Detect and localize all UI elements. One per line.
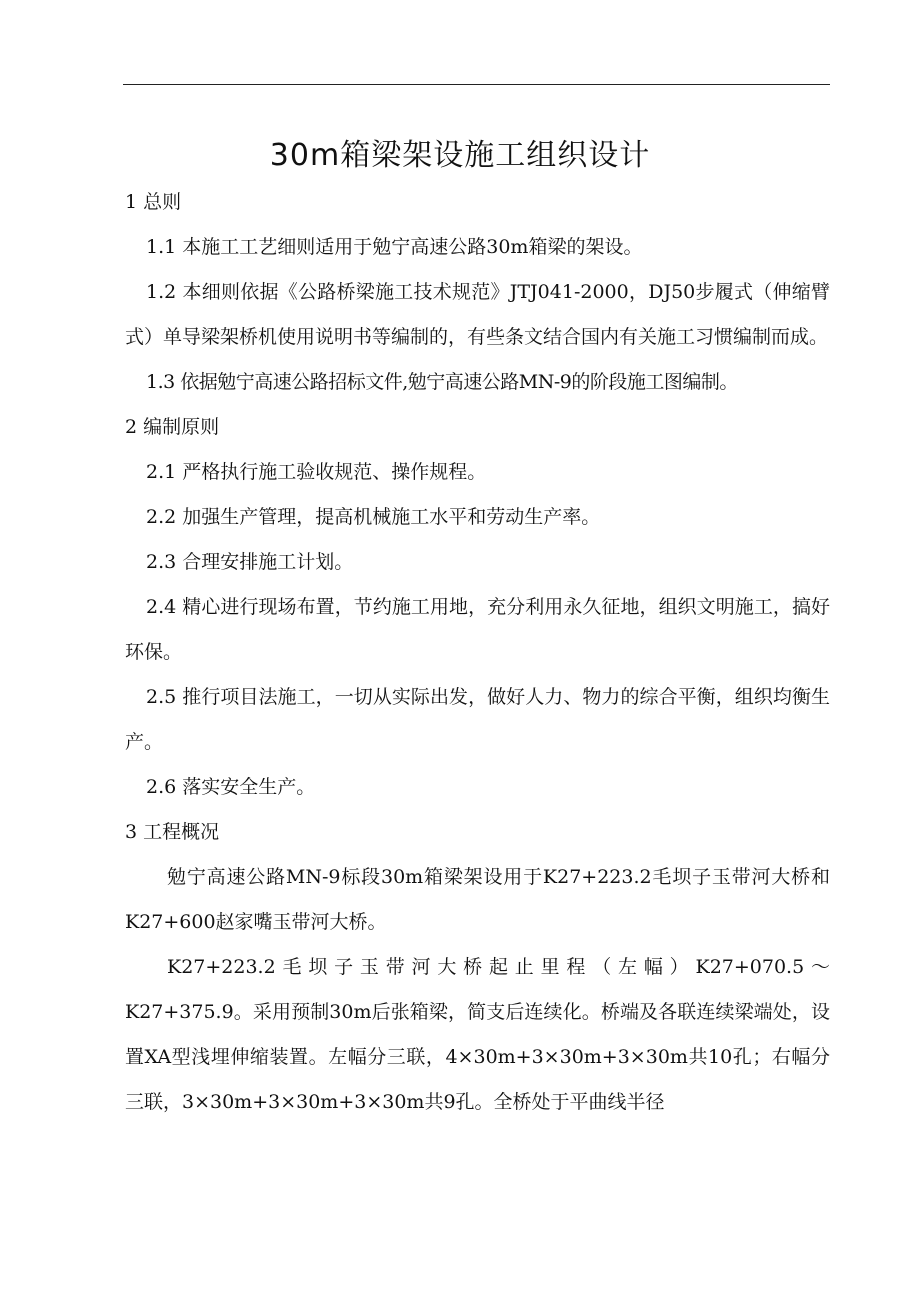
header-rule <box>123 84 830 85</box>
overview-paragraph-2: K27+223.2毛坝子玉带河大桥起止里程（左幅）K27+070.5～K27+375.9。采用预制30m后张箱梁，简支后连续化。桥端及各联连续梁端处，设置XA型浅埋伸缩装置。左幅分三联，4×30m+3×30m+3×30m共10孔；右幅分三联，3×30m+3×30m+3×30m共9孔。全桥处于平曲线半径 <box>125 956 830 1113</box>
clause-1-2: 1.2 本细则依据《公路桥梁施工技术规范》JTJ041-2000，DJ50步履式（伸缩臂式）单导梁架桥机使用说明书等编制的，有些条文结合国内有关施工习惯编制而成。 <box>125 281 830 348</box>
section-heading-overview: 3 工程概况 <box>125 821 220 843</box>
section-heading-principles: 2 编制原则 <box>125 416 220 438</box>
overview-paragraph-1: 勉宁高速公路MN-9标段30m箱梁架设用于K27+223.2毛坝子玉带河大桥和K27+600赵家嘴玉带河大桥。 <box>125 866 830 933</box>
clause-1-3: 1.3 依据勉宁高速公路招标文件,勉宁高速公路MN-9的阶段施工图编制。 <box>146 371 738 393</box>
document-title: 30m箱梁架设施工组织设计 <box>269 138 651 173</box>
clause-2-4: 2.4 精心进行现场布置，节约施工用地，充分利用永久征地，组织文明施工，搞好环保。 <box>125 596 830 663</box>
document-body <box>125 180 830 1125</box>
clause-1-1: 1.1 本施工工艺细则适用于勉宁高速公路30m箱梁的架设。 <box>146 236 643 258</box>
clause-2-5: 2.5 推行项目法施工，一切从实际出发，做好人力、物力的综合平衡，组织均衡生产。 <box>125 686 830 753</box>
clause-2-3: 2.3 合理安排施工计划。 <box>146 551 354 573</box>
clause-2-2: 2.2 加强生产管理，提高机械施工水平和劳动生产率。 <box>146 506 601 528</box>
section-heading-general: 1 总则 <box>125 191 182 213</box>
clause-2-1: 2.1 严格执行施工验收规范、操作规程。 <box>146 461 487 483</box>
clause-2-6: 2.6 落实安全生产。 <box>146 776 316 798</box>
